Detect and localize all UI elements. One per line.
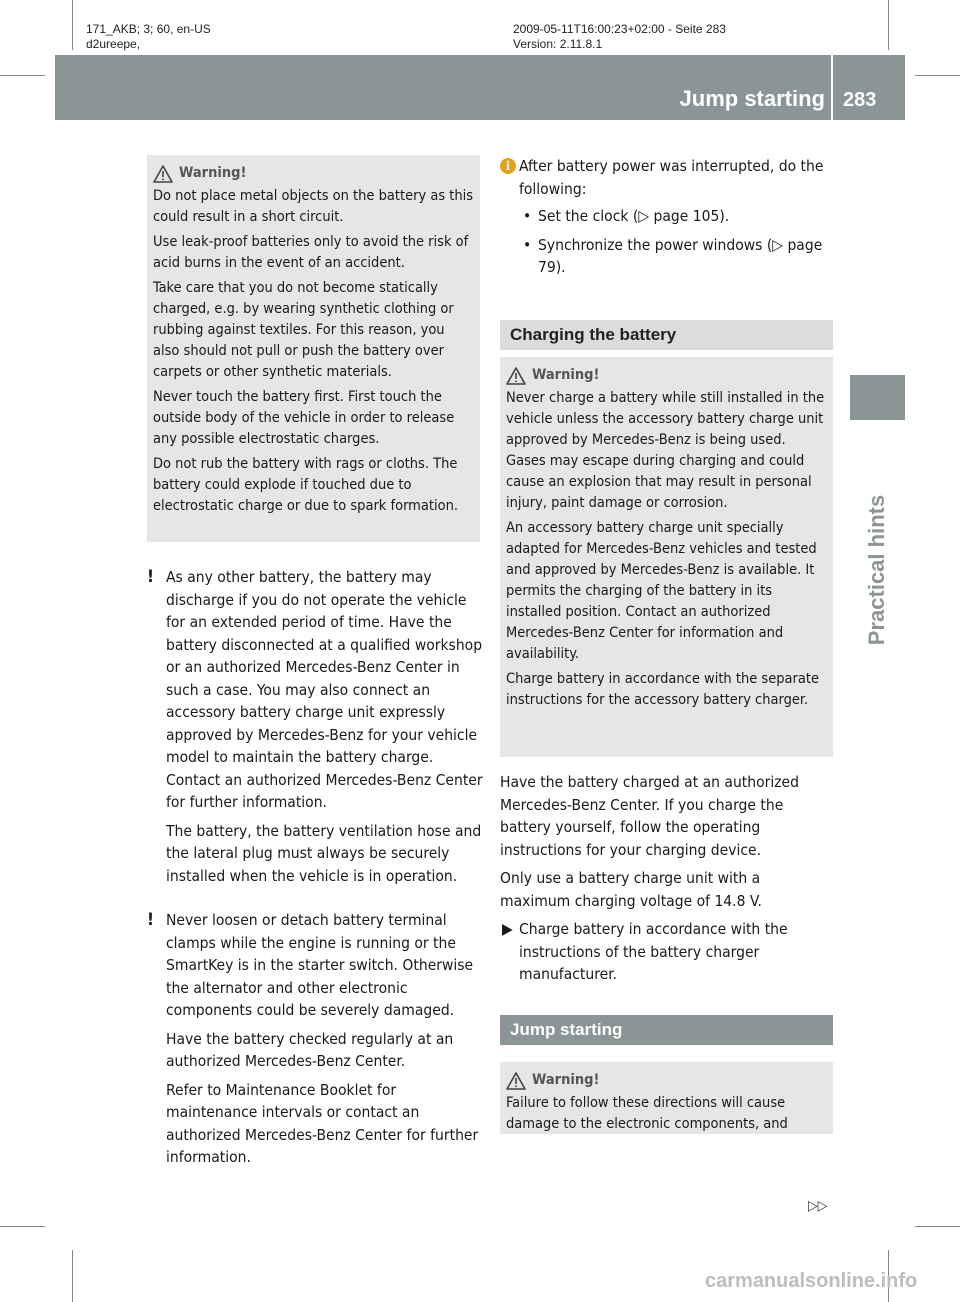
warning-triangle-icon: [506, 367, 526, 385]
watermark: carmanualsonline.info: [705, 1270, 918, 1292]
info-bullet-text: Synchronize the power windows (▷ page 79).: [538, 235, 823, 276]
warning-paragraph: An accessory battery charge unit specially adapted for Mercedes-Benz vehicles and tested and approved by Mercedes-Benz is available. It permits the charging of the battery in its installed position. Contact an authorized Mercedes-Benz Center for information and availability.: [506, 520, 817, 662]
info-bullet: [519, 234, 833, 279]
note-paragraph: As any other battery, the battery may discharge if you do not operate the vehicle for an extended period of time. Have the battery disconnected at a qualified workshop or an authorized Mercedes-Benz Center in such a case. You may also connect an accessory battery charge unit expressly approved by Mercedes-Benz for your vehicle model to maintain the battery charge. Contact an authorized Mercedes-Benz Center for further information.: [166, 568, 483, 811]
note-paragraph: Refer to Maintenance Booklet for maintenance intervals or contact an authorized Mercedes-Benz Center for further information.: [166, 1080, 479, 1166]
print-meta-left: [86, 22, 211, 52]
crop-mark: [72, 0, 73, 50]
body-paragraph: Have the battery charged at an authorized Mercedes-Benz Center. If you charge the battery yourself, follow the operating instructions for your charging device.: [500, 773, 799, 859]
warning-title: Warning!: [179, 165, 247, 181]
crop-mark: [888, 0, 889, 50]
warning-title-row: [153, 163, 474, 184]
exclamation-icon: !: [147, 567, 154, 587]
warning-title: Warning!: [532, 367, 600, 383]
bullet-icon: •: [523, 207, 532, 225]
meta-left-line2: d2ureepe,: [86, 37, 141, 51]
warning-box-charging: [500, 357, 833, 757]
note-paragraph: Have the battery checked regularly at an authorized Mercedes-Benz Center.: [166, 1029, 454, 1070]
warning-paragraph: Use leak-proof batteries only to avoid the risk of acid burns in the event of an accident.: [153, 234, 469, 271]
bullet-icon: •: [523, 235, 532, 254]
warning-title-row: [506, 365, 827, 386]
info-intro: After battery power was interrupted, do the following:: [519, 157, 824, 198]
warning-box-left: [147, 155, 480, 542]
warning-triangle-icon: [506, 1072, 526, 1090]
meta-right-line1: 2009-05-11T16:00:23+02:00 - Seite 283: [513, 22, 726, 36]
info-bullet-text: Set the clock (▷ page 105).: [538, 207, 730, 225]
instruction-step: [500, 918, 833, 986]
section-heading-jump: Jump starting: [500, 1015, 833, 1045]
print-meta-right: [513, 22, 726, 52]
meta-right-line2: Version: 2.11.8.1: [513, 37, 603, 51]
step-arrow-icon: ▶: [502, 920, 513, 938]
exclamation-icon: !: [147, 910, 154, 930]
body-paragraph: Only use a battery charge unit with a maximum charging voltage of 14.8 V.: [500, 869, 762, 910]
warning-paragraph: Never touch the battery first. First touch the outside body of the vehicle in order to release any possible electrostatic charges.: [153, 389, 455, 447]
warning-paragraph: Never charge a battery while still installed in the vehicle unless the accessory battery charge unit approved by Mercedes-Benz is being used. Gases may escape during charging and could cause an explosion that may result in personal injury, paint damage or corrosion.: [506, 390, 825, 511]
warning-paragraph: Do not rub the battery with rags or cloths. The battery could explode if touched due to electrostatic charge or due to spark formation.: [153, 456, 459, 514]
section-heading-charging: Charging the battery: [500, 320, 833, 350]
crop-mark: [72, 1250, 73, 1302]
warning-title: Warning!: [532, 1072, 600, 1088]
warning-triangle-icon: [153, 165, 173, 183]
charging-instructions: [500, 771, 833, 986]
note-terminal-clamps: [147, 909, 483, 1175]
page-title: Jump starting: [679, 86, 825, 111]
continue-marker: ▷▷: [808, 1198, 828, 1214]
crop-mark: [0, 1226, 45, 1227]
warning-paragraph: Charge battery in accordance with the separate instructions for the accessory battery charger.: [506, 671, 819, 708]
note-battery-discharge: [147, 566, 483, 893]
warning-paragraph: Take care that you do not become statically charged, e.g. by wearing synthetic clothing or rubbing against textiles. For this reason, you also should not pull or push the battery over carpets or other synthetic materials.: [153, 280, 454, 380]
chapter-tab: [850, 375, 905, 420]
info-icon: i: [500, 158, 516, 174]
warning-box-jump: [500, 1062, 833, 1134]
info-bullet: [519, 205, 833, 228]
chapter-label: Practical hints: [864, 494, 889, 646]
instruction-step-text: Charge battery in accordance with the instructions of the battery charger manufacturer.: [519, 920, 788, 983]
crop-mark: [915, 75, 960, 76]
page-number: 283: [843, 89, 877, 111]
crop-mark: [915, 1226, 960, 1227]
note-paragraph: The battery, the battery ventilation hose and the lateral plug must always be securely installed when the vehicle is in operation.: [166, 821, 482, 885]
meta-left-line1: 171_AKB; 3; 60, en-US: [86, 22, 211, 36]
header-divider: [831, 55, 833, 120]
info-power-interrupted: [500, 155, 833, 279]
note-paragraph: Never loosen or detach battery terminal clamps while the engine is running or the SmartKey is in the starter switch. Otherwise the alternator and other electronic components could be severely damaged.: [166, 911, 474, 1019]
crop-mark: [0, 75, 45, 76]
warning-title-row: [506, 1070, 827, 1091]
warning-paragraph: Do not place metal objects on the battery as this could result in a short circuit.: [153, 188, 474, 225]
warning-paragraph: Failure to follow these directions will cause damage to the electronic components, and: [506, 1095, 788, 1132]
